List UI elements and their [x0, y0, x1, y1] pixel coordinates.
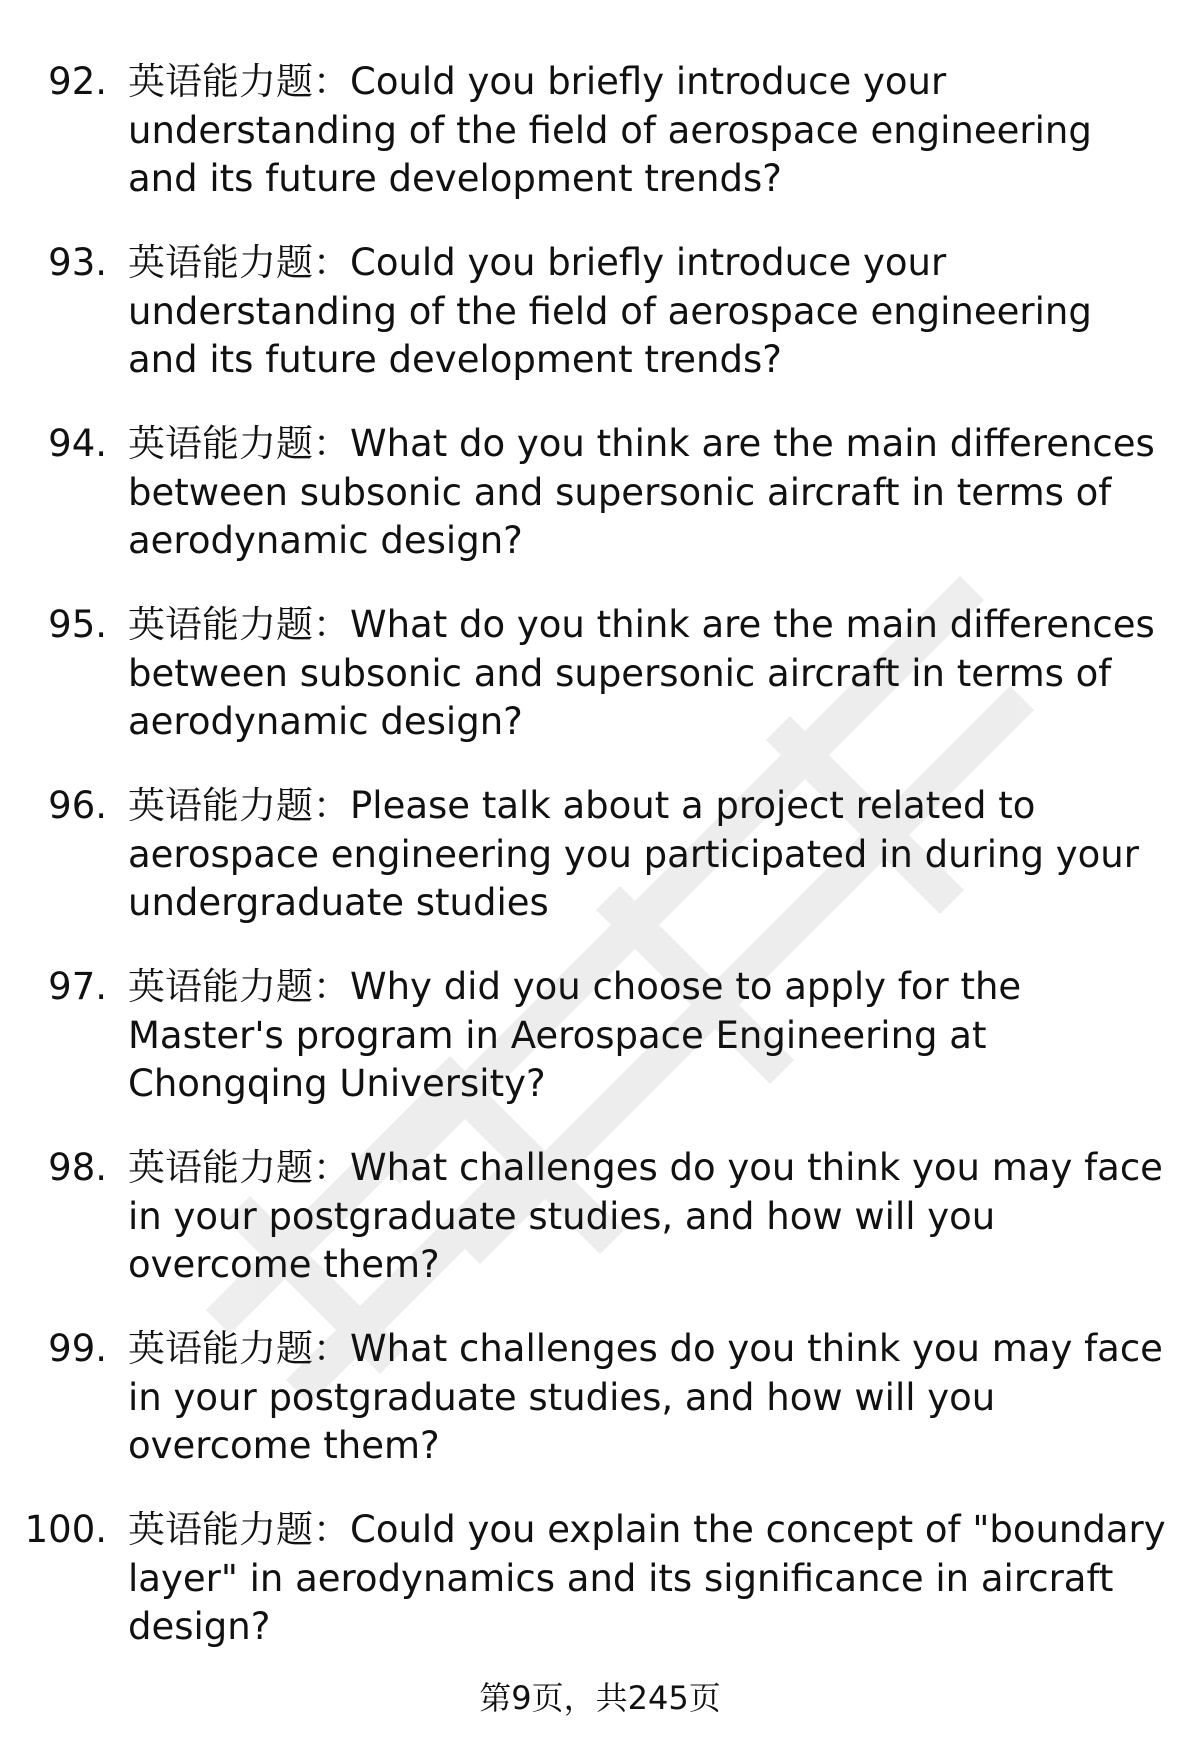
question-number: 93.: [48, 241, 107, 284]
page-footer: 第9页，共245页: [479, 1679, 721, 1717]
question-item: [0, 963, 1200, 1144]
question-number: 95.: [48, 603, 107, 646]
question-label: 英语能力题：: [128, 60, 350, 103]
question-number: 100.: [24, 1508, 107, 1551]
question-text: Please talk about a project related to aerospace engineering you participated in during your undergraduate studies: [128, 784, 1139, 924]
question-label: 英语能力题：: [128, 784, 350, 827]
question-list: [0, 58, 1200, 1687]
question-number: 99.: [48, 1327, 107, 1370]
question-label: 英语能力题：: [128, 603, 350, 646]
question-item: [0, 601, 1200, 782]
question-number: 96.: [48, 784, 107, 827]
question-number: 97.: [48, 965, 107, 1008]
question-label: 英语能力题：: [128, 1146, 350, 1189]
question-body: [128, 1506, 1168, 1652]
question-text: What challenges do you think you may face in your postgraduate studies, and how will you overcome them?: [128, 1146, 1163, 1286]
question-body: [128, 239, 1168, 385]
question-label: 英语能力题：: [128, 1508, 350, 1551]
question-text: Could you explain the concept of "boundary layer" in aerodynamics and its significance in aircraft design?: [128, 1508, 1166, 1648]
question-body: [128, 1325, 1168, 1471]
question-text: What challenges do you think you may face in your postgraduate studies, and how will you overcome them?: [128, 1327, 1163, 1467]
question-text: What do you think are the main differences between subsonic and supersonic aircraft in terms of aerodynamic design?: [128, 422, 1155, 562]
question-text: What do you think are the main differences between subsonic and supersonic aircraft in terms of aerodynamic design?: [128, 603, 1155, 743]
question-body: [128, 420, 1168, 566]
question-label: 英语能力题：: [128, 241, 350, 284]
question-item: [0, 782, 1200, 963]
question-item: [0, 420, 1200, 601]
question-body: [128, 1144, 1168, 1290]
question-label: 英语能力题：: [128, 1327, 350, 1370]
question-item: [0, 1325, 1200, 1506]
question-body: [128, 782, 1168, 928]
question-number: 94.: [48, 422, 107, 465]
question-item: [0, 1506, 1200, 1687]
question-item: [0, 58, 1200, 239]
question-number: 98.: [48, 1146, 107, 1189]
question-text: Why did you choose to apply for the Master's program in Aerospace Engineering at Chongqing University?: [128, 965, 1022, 1105]
question-text: Could you briefly introduce your understanding of the field of aerospace engineering and its future development trends?: [128, 60, 1092, 200]
question-number: 92.: [48, 60, 107, 103]
question-label: 英语能力题：: [128, 965, 350, 1008]
question-item: [0, 1144, 1200, 1325]
question-body: [128, 963, 1168, 1109]
question-item: [0, 239, 1200, 420]
question-label: 英语能力题：: [128, 422, 350, 465]
question-body: [128, 58, 1168, 204]
question-body: [128, 601, 1168, 747]
question-text: Could you briefly introduce your understanding of the field of aerospace engineering and its future development trends?: [128, 241, 1092, 381]
